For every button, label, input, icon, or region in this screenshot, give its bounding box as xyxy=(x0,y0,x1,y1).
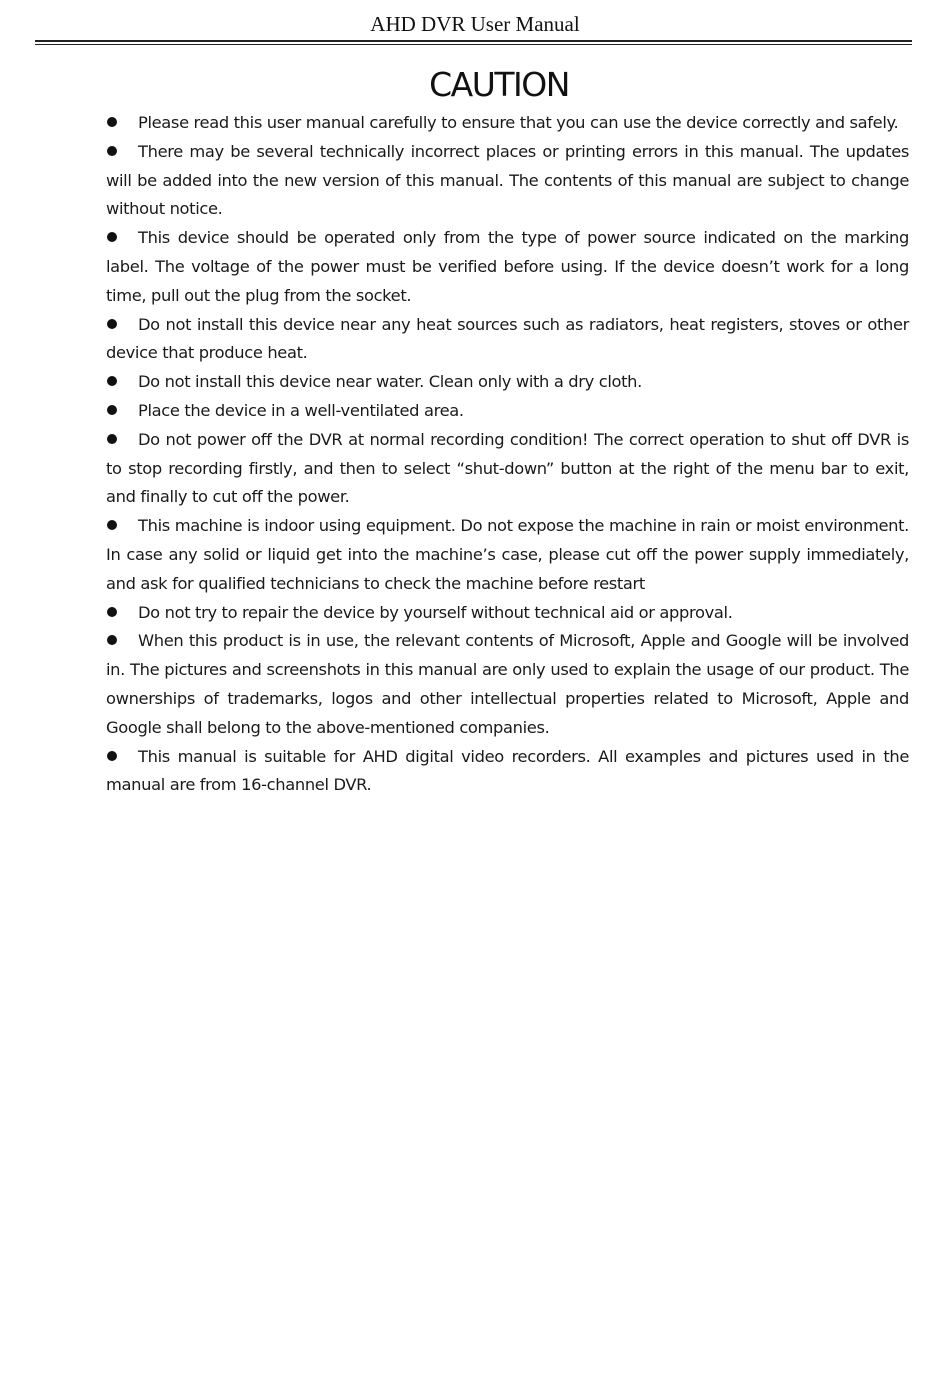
caution-item-text: Do not power off the DVR at normal recording condition! The correct operation to shut off DVR is to stop recording firstly, and then to select “shut-down” button at the right of the menu bar to exit, and finally to cut off the power. xyxy=(106,429,909,507)
bullet-icon xyxy=(107,635,117,645)
caution-item-text: Do not install this device near any heat sources such as radiators, heat registers, stoves or other device that produce heat. xyxy=(106,314,909,363)
bullet-icon xyxy=(107,751,117,761)
caution-item xyxy=(106,109,909,138)
caution-item xyxy=(106,599,909,628)
caution-item xyxy=(106,311,909,369)
caution-item xyxy=(106,627,909,742)
header-rule-thin xyxy=(35,44,912,45)
bullet-icon xyxy=(107,232,117,242)
bullet-icon xyxy=(107,146,117,156)
caution-item-text: Place the device in a well-ventilated area. xyxy=(138,400,464,420)
running-header: AHD DVR User Manual xyxy=(370,12,580,36)
caution-list xyxy=(106,109,909,800)
caution-item xyxy=(106,397,909,426)
caution-item-text: Do not try to repair the device by yourself without technical aid or approval. xyxy=(138,602,733,622)
bullet-icon xyxy=(107,520,117,530)
caution-item-text: This machine is indoor using equipment. Do not expose the machine in rain or moist environment. In case any solid or liquid get into the machine’s case, please cut off the power supply immediately, and ask for qualified technicians to check the machine before restart xyxy=(106,516,909,593)
caution-item-text: There may be several technically incorrect places or printing errors in this manual. The updates will be added into the new version of this manual. The contents of this manual are subject to change without notice. xyxy=(106,141,909,219)
bullet-icon xyxy=(107,607,117,617)
bullet-icon xyxy=(107,319,117,329)
caution-item-text: When this product is in use, the relevant contents of Microsoft, Apple and Google will be involved in. The pictures and screenshots in this manual are only used to explain the usage of our product. The ownerships of trademarks, logos and other intellectual properties related to Microsoft, Apple and Google shall belong to the above-mentioned companies. xyxy=(106,631,909,737)
caution-item xyxy=(106,138,909,224)
bullet-icon xyxy=(107,434,117,444)
header-rule-thick xyxy=(35,40,912,42)
caution-item xyxy=(106,224,909,310)
section-title: CAUTION xyxy=(429,65,569,104)
caution-item xyxy=(106,512,909,598)
caution-item xyxy=(106,368,909,397)
caution-item-text: This device should be operated only from the type of power source indicated on the marking label. The voltage of the power must be verified before using. If the device doesn’t work for a long time, pull out the plug from the socket. xyxy=(106,228,909,305)
caution-item xyxy=(106,743,909,801)
caution-item-text: Please read this user manual carefully to ensure that you can use the device correctly and safely. xyxy=(138,113,899,132)
caution-item-text: This manual is suitable for AHD digital video recorders. All examples and pictures used in the manual are from 16-channel DVR. xyxy=(106,746,909,795)
bullet-icon xyxy=(107,405,117,415)
caution-item-text: Do not install this device near water. Clean only with a dry cloth. xyxy=(138,372,642,392)
bullet-icon xyxy=(107,117,117,127)
bullet-icon xyxy=(107,376,117,386)
caution-item xyxy=(106,426,909,512)
